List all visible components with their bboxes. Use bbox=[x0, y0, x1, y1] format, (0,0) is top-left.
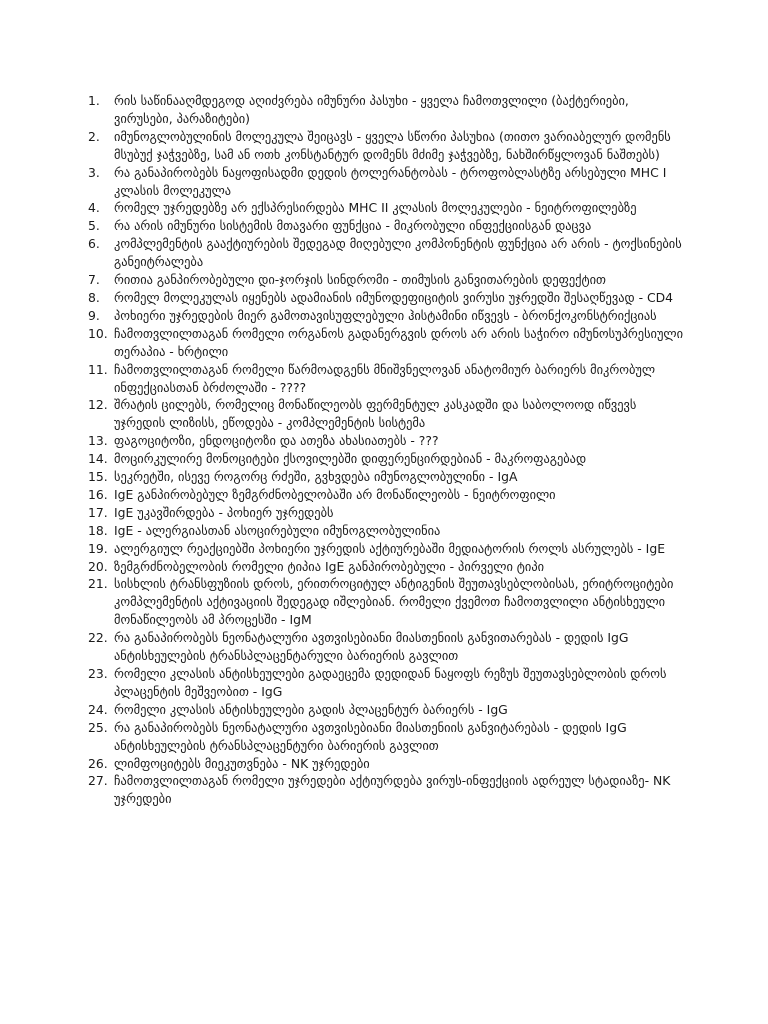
item-number: 25. bbox=[88, 719, 108, 735]
list-item bbox=[88, 199, 688, 217]
item-number: 20. bbox=[88, 558, 108, 574]
list-item bbox=[88, 629, 688, 665]
item-text: პოხიერი უჯრედების მიერ გამოთავისუფლებული ჰისტამინი იწვევს - ბრონქოკონსტრიქციას bbox=[114, 307, 657, 323]
item-number: 23. bbox=[88, 666, 108, 681]
item-text: შრატის ცილებს, რომელიც მონაწილეობს ფერმენტულ კასკადში და საბოლოოდ იწვევს უჯრედის ლიზისს, ეწოდება - კომპლემენტის სისტემა bbox=[114, 397, 637, 431]
item-number: 2. bbox=[88, 128, 100, 144]
item-text: რა არის იმუნური სისტემის მთავარი ფუნქცია - მიკრობული ინფექციისგან დაცვა bbox=[114, 218, 592, 234]
list-item bbox=[88, 271, 688, 289]
item-number: 12. bbox=[88, 397, 108, 413]
list-item bbox=[88, 486, 688, 504]
item-number: 14. bbox=[88, 451, 108, 467]
list-item bbox=[88, 575, 688, 629]
item-text: ლიმფოციტებს მიეკუთვნება - NK უჯრედები bbox=[114, 755, 370, 771]
list-item bbox=[88, 361, 688, 397]
item-text: ჩამოთვლილთაგან რომელი წარმოადგენს მნიშვნელოვან ანატომიურ ბარიერს მიკრობულ ინფექციასთან ბრძოლაში - ???? bbox=[114, 361, 656, 395]
list-item bbox=[88, 468, 688, 486]
item-number: 24. bbox=[88, 701, 108, 717]
list-item bbox=[88, 450, 688, 468]
list-item bbox=[88, 701, 688, 719]
list-item bbox=[88, 128, 688, 164]
item-number: 22. bbox=[88, 630, 108, 646]
item-text: რომელ უჯრედებზე არ ექსპრესირდება MHC II კლასის მოლეკულები - ნეიტროფილებზე bbox=[114, 200, 637, 216]
item-text: რა განაპირობებს ნეონატალური ავთვისებიანი მიასთენიის განვითარებას - დედის IgG ანტისხეულების ტრანსპლაცენტარული ბარიერის გავლით bbox=[114, 630, 629, 664]
item-text: რითია განპირობებული დი-ჯორჯის სინდრომი - თიმუსის განვითარების დეფექტით bbox=[114, 272, 606, 288]
item-number: 16. bbox=[88, 486, 108, 502]
list-item bbox=[88, 325, 688, 361]
item-number: 9. bbox=[88, 307, 100, 323]
item-number: 18. bbox=[88, 522, 108, 538]
item-text: რომელ მოლეკულას იყენებს ადამიანის იმუნოდეფიციტის ვირუსი უჯრედში შესაღწევად - CD4 bbox=[114, 289, 674, 305]
list-item bbox=[88, 164, 688, 200]
item-number: 3. bbox=[88, 164, 100, 180]
list-item bbox=[88, 504, 688, 522]
item-text: რა განაპირობებს ნეონატალური ავთვისებიანი მიასთენიის განვიტარებას - დედის IgG ანტისხეულების ტრანსპლაცენტური ბარიერის გავლით bbox=[114, 719, 627, 753]
item-text: რომელი კლასის ანტისხეულები გადაეცემა დედიდან ნაყოფს რეზუს შეუთავსებლობის დროს პლაცენტის მეშვეობით - IgG bbox=[114, 666, 667, 699]
list-item bbox=[88, 755, 688, 773]
item-text: რის საწინააღმდეგოდ აღიძვრება იმუნური პასუხი - ყველა ჩამოთვლილი (ბაქტერიები, ვირუსები, პარაზიტები) bbox=[114, 93, 629, 126]
item-number: 7. bbox=[88, 272, 100, 288]
list-item bbox=[88, 719, 688, 755]
item-text: ჩამოთვლილთაგან რომელი ორგანოს გადანერგვის დროს არ არის საჭირო იმუნოსუპრესიული თერაპია - ხრტილი bbox=[114, 325, 684, 359]
item-text: IgE უკავშირდება - პოხიერ უჯრედებს bbox=[114, 504, 334, 520]
item-text: ფაგოციტოზი, ენდოციტოზი და ათეზა ახასიათებს - ??? bbox=[114, 433, 439, 449]
list-item bbox=[88, 217, 688, 235]
item-text: IgE განპირობებულ ზემგრძნობელობაში არ მონაწილეობს - ნეიტროფილი bbox=[114, 486, 556, 502]
item-number: 1. bbox=[88, 93, 100, 108]
item-text: ალერგიულ რეაქციებში პოხიერი უჯრედის აქტიურებაში მედიატორის როლს ასრულებს - IgE bbox=[114, 540, 666, 556]
item-number: 17. bbox=[88, 504, 108, 520]
item-number: 21. bbox=[88, 576, 108, 592]
item-text: ჩამოთვლილთაგან რომელი უჯრედები აქტიურდება ვირუს-ინფექციის ადრეულ სტადიაზე- NK უჯრედები bbox=[114, 773, 671, 807]
list-item bbox=[88, 558, 688, 576]
list-item bbox=[88, 235, 688, 271]
item-number: 26. bbox=[88, 755, 108, 771]
list-item bbox=[88, 772, 688, 808]
list-item bbox=[88, 396, 688, 432]
item-text: სისხლის ტრანსფუზიის დროს, ერითროციტულ ანტიგენის შეუთავსებლობისას, ერიტროციტები კომპლემენტის აქტივაციის შედეგად იშლებიან. რომელი ქვემოთ ჩამოთვლილი ანტისხეული მონაწილეობს ამ პროცესში - IgM bbox=[114, 576, 674, 628]
item-number: 11. bbox=[88, 361, 108, 377]
item-text: იმუნოგლობულინის მოლეკულა შეიცავს - ყველა სწორი პასუხია (თითო ვარიაბელურ დომენს მსუბუქ ჯაჭვებზე, სამ ან ოთხ კონსტანტურ დომენს მძიმე ჯაჭვებზე, ნახშირწყლოვან ნაშთებს) bbox=[114, 128, 671, 162]
item-text: რა განაპირობებს ნაყოფისადმი დედის ტოლერანტობას - ტროფობლასტზე არსებული MHC I კლასის მოლეკულა bbox=[114, 164, 667, 198]
item-number: 19. bbox=[88, 540, 108, 556]
list-item bbox=[88, 92, 688, 128]
item-number: 6. bbox=[88, 236, 100, 252]
list-item bbox=[88, 289, 688, 307]
item-text: მოცირკულირე მონოციტები ქსოვილებში დიფერენცირდებიან - მაკროფაგებად bbox=[114, 451, 587, 467]
item-text: სეკრეტში, ისევე როგორც რძეში, გვხვდება იმუნოგლობულინი - IgA bbox=[114, 469, 518, 485]
item-number: 10. bbox=[88, 325, 108, 341]
list-item bbox=[88, 522, 688, 540]
item-number: 5. bbox=[88, 218, 100, 234]
item-text: კომპლემენტის გააქტიურების შედეგად მიღებული კომპონენტის ფუნქცია არ არის - ტოქსინების განეიტრალება bbox=[114, 236, 682, 270]
item-number: 27. bbox=[88, 773, 108, 789]
list-item bbox=[88, 307, 688, 325]
item-text: IgE - ალერგიასთან ასოცირებული იმუნოგლობულინია bbox=[114, 522, 441, 538]
item-text: რომელი კლასის ანტისხეულები გადის პლაცენტურ ბარიერს - IgG bbox=[114, 701, 508, 717]
item-number: 13. bbox=[88, 433, 108, 449]
item-number: 15. bbox=[88, 469, 108, 485]
item-text: ზემგრძნობელობის რომელი ტიპია IgE განპირობებული - პირველი ტიპი bbox=[114, 558, 545, 574]
list-item bbox=[88, 665, 688, 701]
item-number: 8. bbox=[88, 289, 100, 305]
item-number: 4. bbox=[88, 200, 100, 216]
list-item bbox=[88, 432, 688, 450]
list-item bbox=[88, 540, 688, 558]
question-answer-list bbox=[88, 92, 688, 808]
